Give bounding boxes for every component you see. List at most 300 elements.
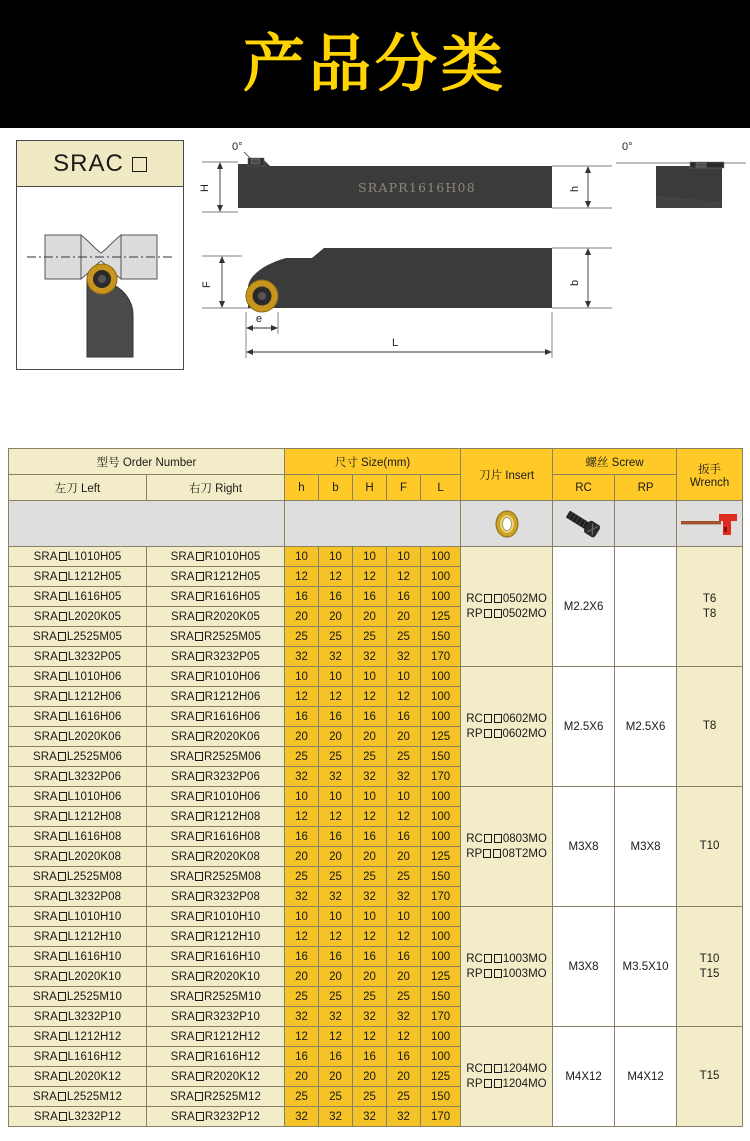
- placeholder-square-icon: [59, 712, 67, 721]
- placeholder-square-icon: [59, 972, 67, 981]
- cell-size-h: 12: [285, 807, 319, 827]
- cell-order-left: SRA L3232P08: [9, 887, 147, 907]
- cell-size-h: 10: [285, 547, 319, 567]
- cell-order-right: SRA R1010H06: [147, 787, 285, 807]
- cell-size-L: 125: [421, 847, 461, 867]
- cell-size-h: 25: [285, 627, 319, 647]
- cell-size-h: 25: [285, 867, 319, 887]
- cell-size-F: 32: [387, 767, 421, 787]
- cell-order-right: SRA R1616H10: [147, 947, 285, 967]
- cell-size-H: 12: [353, 927, 387, 947]
- header-insert: 刀片 Insert: [461, 449, 553, 501]
- cell-insert-code: RC 0803MO RP 08T2MO: [461, 787, 553, 907]
- placeholder-square-icon: [59, 552, 67, 561]
- header-size: 尺寸 Size(mm): [285, 449, 461, 475]
- cell-size-L: 150: [421, 627, 461, 647]
- cell-size-F: 20: [387, 1067, 421, 1087]
- header-screw: 螺丝 Screw: [553, 449, 677, 475]
- cell-size-h: 16: [285, 827, 319, 847]
- cell-size-H: 12: [353, 807, 387, 827]
- cell-size-b: 16: [319, 587, 353, 607]
- cell-size-h: 20: [285, 607, 319, 627]
- cell-size-F: 16: [387, 707, 421, 727]
- cell-size-H: 20: [353, 847, 387, 867]
- cell-size-b: 12: [319, 567, 353, 587]
- placeholder-square-icon: [494, 834, 502, 843]
- cell-order-left: SRA L1010H06: [9, 667, 147, 687]
- cell-size-L: 100: [421, 1027, 461, 1047]
- cell-size-F: 16: [387, 947, 421, 967]
- cell-order-right: SRA R1212H06: [147, 687, 285, 707]
- placeholder-square-icon: [195, 872, 203, 881]
- cell-order-left: SRA L2525M12: [9, 1087, 147, 1107]
- placeholder-square-icon: [195, 992, 203, 1001]
- cell-screw-rc: M2.2X6: [553, 547, 615, 667]
- table-icon-row: [9, 501, 743, 547]
- header-screw-rc: RC: [553, 475, 615, 501]
- header-order-number: 型号 Order Number: [9, 449, 285, 475]
- svg-text:F: F: [201, 281, 213, 288]
- cell-size-H: 16: [353, 707, 387, 727]
- svg-text:0°: 0°: [622, 141, 633, 153]
- cell-order-left: SRA L1010H06: [9, 787, 147, 807]
- cell-wrench: T6 T8: [677, 547, 743, 667]
- header-size-h: h: [285, 475, 319, 501]
- cell-order-left: SRA L2525M06: [9, 747, 147, 767]
- table-header-row-1: [9, 449, 743, 475]
- cell-size-h: 20: [285, 847, 319, 867]
- placeholder-square-icon: [484, 954, 492, 963]
- model-card-label: SRAC: [53, 150, 147, 178]
- header-size-F: F: [387, 475, 421, 501]
- placeholder-square-icon: [58, 632, 66, 641]
- table-row: [9, 787, 743, 807]
- placeholder-square-icon: [59, 892, 67, 901]
- cell-size-h: 10: [285, 907, 319, 927]
- cell-size-L: 100: [421, 687, 461, 707]
- cell-order-right: SRA R2020K05: [147, 607, 285, 627]
- placeholder-square-icon: [59, 652, 67, 661]
- cell-size-L: 150: [421, 1087, 461, 1107]
- torx-wrench-icon: [679, 509, 741, 539]
- cell-size-L: 100: [421, 947, 461, 967]
- placeholder-square-icon: [196, 672, 204, 681]
- placeholder-square-icon: [59, 732, 67, 741]
- cell-size-F: 10: [387, 667, 421, 687]
- cell-order-left: SRA L2020K06: [9, 727, 147, 747]
- cell-order-right: SRA R1212H10: [147, 927, 285, 947]
- cell-order-right: SRA R2020K12: [147, 1067, 285, 1087]
- cell-wrench: T8: [677, 667, 743, 787]
- placeholder-square-icon: [484, 609, 492, 618]
- cell-size-H: 16: [353, 947, 387, 967]
- cell-size-F: 20: [387, 727, 421, 747]
- cell-size-F: 32: [387, 1107, 421, 1127]
- screw-icon-cell: [553, 501, 615, 547]
- cell-size-F: 10: [387, 787, 421, 807]
- cell-order-left: SRA L2020K05: [9, 607, 147, 627]
- cell-size-F: 16: [387, 827, 421, 847]
- cell-insert-code: RC 0502MO RP 0502MO: [461, 547, 553, 667]
- cell-order-right: SRA R2020K06: [147, 727, 285, 747]
- header-wrench: 扳手 Wrench: [677, 449, 743, 501]
- placeholder-square-icon: [59, 832, 67, 841]
- header-size-b: b: [319, 475, 353, 501]
- placeholder-square-icon: [59, 792, 67, 801]
- placeholder-square-icon: [196, 792, 204, 801]
- cell-order-right: SRA R1212H08: [147, 807, 285, 827]
- placeholder-square-icon: [196, 572, 204, 581]
- placeholder-square-icon: [195, 752, 203, 761]
- cell-size-L: 125: [421, 1067, 461, 1087]
- cell-size-F: 25: [387, 627, 421, 647]
- placeholder-square-icon: [196, 772, 204, 781]
- cell-size-h: 12: [285, 687, 319, 707]
- cell-size-L: 100: [421, 907, 461, 927]
- placeholder-square-icon: [494, 729, 502, 738]
- cell-size-b: 10: [319, 907, 353, 927]
- cell-order-left: SRA L3232P05: [9, 647, 147, 667]
- placeholder-square-icon: [196, 1052, 204, 1061]
- placeholder-square-icon: [59, 1032, 67, 1041]
- cell-order-right: SRA R1616H06: [147, 707, 285, 727]
- cell-size-H: 10: [353, 547, 387, 567]
- model-card: [16, 140, 184, 370]
- cell-size-F: 16: [387, 1047, 421, 1067]
- table-row: [9, 547, 743, 567]
- table-row: [9, 907, 743, 927]
- svg-text:h: h: [569, 185, 581, 192]
- cell-order-left: SRA L1616H12: [9, 1047, 147, 1067]
- cell-order-right: SRA R2525M05: [147, 627, 285, 647]
- cell-size-F: 12: [387, 927, 421, 947]
- cell-order-left: SRA L2020K10: [9, 967, 147, 987]
- cell-order-right: SRA R2525M08: [147, 867, 285, 887]
- cell-size-L: 150: [421, 867, 461, 887]
- cell-insert-code: RC 1204MO RP 1204MO: [461, 1027, 553, 1127]
- tool-holder-side-and-top-view-icon: [190, 136, 746, 376]
- cell-size-L: 170: [421, 1107, 461, 1127]
- cell-size-b: 20: [319, 607, 353, 627]
- cell-order-left: SRA L1212H12: [9, 1027, 147, 1047]
- cell-size-L: 170: [421, 887, 461, 907]
- placeholder-square-icon: [59, 572, 67, 581]
- cell-size-F: 12: [387, 567, 421, 587]
- table-body: [9, 547, 743, 1127]
- cell-order-right: SRA R2020K10: [147, 967, 285, 987]
- placeholder-square-icon: [59, 612, 67, 621]
- cell-size-b: 32: [319, 1107, 353, 1127]
- cell-size-H: 20: [353, 967, 387, 987]
- cell-size-F: 20: [387, 607, 421, 627]
- placeholder-square-icon: [59, 952, 67, 961]
- cell-size-F: 12: [387, 807, 421, 827]
- placeholder-square-icon: [58, 752, 66, 761]
- cell-size-h: 10: [285, 667, 319, 687]
- cell-insert-code: RC 0602MO RP 0602MO: [461, 667, 553, 787]
- cell-wrench: T10: [677, 787, 743, 907]
- cell-size-H: 32: [353, 887, 387, 907]
- placeholder-square-icon: [196, 712, 204, 721]
- cell-size-b: 16: [319, 707, 353, 727]
- placeholder-square-icon: [59, 852, 67, 861]
- placeholder-square-icon: [196, 1112, 204, 1121]
- placeholder-square-icon: [196, 1012, 204, 1021]
- cell-size-H: 10: [353, 667, 387, 687]
- placeholder-square-icon: [196, 692, 204, 701]
- cell-size-b: 16: [319, 947, 353, 967]
- cell-size-F: 25: [387, 867, 421, 887]
- placeholder-square-icon: [58, 992, 66, 1001]
- cell-screw-rc: M4X12: [553, 1027, 615, 1127]
- cell-size-h: 25: [285, 1087, 319, 1107]
- cell-size-L: 125: [421, 967, 461, 987]
- cell-size-F: 12: [387, 1027, 421, 1047]
- cell-order-right: SRA R3232P10: [147, 1007, 285, 1027]
- cell-screw-rc: M2.5X6: [553, 667, 615, 787]
- wrench-icon-cell: [677, 501, 743, 547]
- cell-size-b: 32: [319, 647, 353, 667]
- cell-order-left: SRA L1212H05: [9, 567, 147, 587]
- cell-screw-rp: M3.5X10: [615, 907, 677, 1027]
- placeholder-square-icon: [196, 1072, 204, 1081]
- placeholder-square-icon: [196, 832, 204, 841]
- placeholder-square-icon: [59, 912, 67, 921]
- cell-order-right: SRA R2525M12: [147, 1087, 285, 1107]
- placeholder-square-icon: [195, 1092, 203, 1101]
- cell-size-H: 20: [353, 1067, 387, 1087]
- placeholder-square-icon: [59, 692, 67, 701]
- cell-size-H: 25: [353, 1087, 387, 1107]
- cell-size-L: 150: [421, 747, 461, 767]
- placeholder-square-icon: [195, 632, 203, 641]
- cell-size-H: 12: [353, 1027, 387, 1047]
- screw-rp-icon-cell: [615, 501, 677, 547]
- cell-size-L: 150: [421, 987, 461, 1007]
- svg-text:b: b: [569, 279, 581, 286]
- cell-wrench: T15: [677, 1027, 743, 1127]
- cell-size-H: 25: [353, 627, 387, 647]
- cell-order-right: SRA R3232P06: [147, 767, 285, 787]
- cell-order-left: SRA L3232P10: [9, 1007, 147, 1027]
- cell-size-F: 10: [387, 547, 421, 567]
- cell-order-left: SRA L1616H05: [9, 587, 147, 607]
- cell-size-F: 20: [387, 847, 421, 867]
- cell-order-left: SRA L1010H05: [9, 547, 147, 567]
- cell-size-b: 16: [319, 827, 353, 847]
- placeholder-square-icon: [196, 812, 204, 821]
- cell-order-right: SRA R1616H05: [147, 587, 285, 607]
- placeholder-square-icon: [196, 552, 204, 561]
- cell-size-h: 32: [285, 767, 319, 787]
- cell-size-h: 16: [285, 947, 319, 967]
- cell-order-left: SRA L1616H08: [9, 827, 147, 847]
- placeholder-square-icon: [59, 672, 67, 681]
- cell-size-b: 20: [319, 1067, 353, 1087]
- diagram-area: [0, 128, 750, 433]
- cell-order-right: SRA R1010H10: [147, 907, 285, 927]
- header-left: 左刀 Left: [9, 475, 147, 501]
- cell-size-b: 25: [319, 987, 353, 1007]
- cell-size-h: 32: [285, 1107, 319, 1127]
- cell-size-H: 12: [353, 687, 387, 707]
- cell-size-L: 100: [421, 567, 461, 587]
- cell-order-right: SRA R1010H06: [147, 667, 285, 687]
- header-screw-rp: RP: [615, 475, 677, 501]
- cell-size-h: 20: [285, 1067, 319, 1087]
- placeholder-square-icon: [59, 1072, 67, 1081]
- svg-text:H: H: [199, 184, 211, 192]
- cell-order-right: SRA R3232P05: [147, 647, 285, 667]
- cell-size-h: 16: [285, 707, 319, 727]
- cell-size-b: 20: [319, 847, 353, 867]
- cell-size-H: 10: [353, 907, 387, 927]
- cell-size-b: 25: [319, 747, 353, 767]
- cell-size-h: 16: [285, 1047, 319, 1067]
- cell-size-L: 100: [421, 667, 461, 687]
- placeholder-square-icon: [196, 852, 204, 861]
- placeholder-square-icon: [196, 892, 204, 901]
- placeholder-square-icon: [494, 1079, 502, 1088]
- cell-order-left: SRA L2525M10: [9, 987, 147, 1007]
- specification-table-wrapper: [8, 448, 742, 1127]
- cell-size-H: 12: [353, 567, 387, 587]
- cell-size-b: 32: [319, 1007, 353, 1027]
- placeholder-square-icon: [484, 1064, 492, 1073]
- svg-text:L: L: [392, 337, 399, 349]
- placeholder-square-icon: [484, 729, 492, 738]
- cell-size-h: 32: [285, 1007, 319, 1027]
- cell-order-left: SRA L1616H06: [9, 707, 147, 727]
- placeholder-square-icon: [59, 1112, 67, 1121]
- cell-insert-code: RC 1003MO RP 1003MO: [461, 907, 553, 1027]
- cell-size-h: 12: [285, 1027, 319, 1047]
- cell-size-L: 100: [421, 827, 461, 847]
- cell-size-b: 10: [319, 667, 353, 687]
- page-title: 产品分类: [242, 27, 507, 100]
- cell-size-H: 32: [353, 1007, 387, 1027]
- page-banner: [0, 0, 750, 128]
- placeholder-square-icon: [59, 932, 67, 941]
- cell-size-b: 16: [319, 1047, 353, 1067]
- cell-order-left: SRA L1212H08: [9, 807, 147, 827]
- cell-size-b: 25: [319, 867, 353, 887]
- placeholder-square-icon: [196, 652, 204, 661]
- cell-size-b: 32: [319, 887, 353, 907]
- cell-size-h: 32: [285, 887, 319, 907]
- placeholder-square-icon: [196, 732, 204, 741]
- placeholder-square-icon: [484, 1079, 492, 1088]
- cell-size-h: 25: [285, 987, 319, 1007]
- cell-size-L: 100: [421, 1047, 461, 1067]
- specification-table: [8, 448, 743, 1127]
- cell-size-L: 100: [421, 707, 461, 727]
- cell-size-h: 32: [285, 647, 319, 667]
- cell-size-F: 20: [387, 967, 421, 987]
- cell-order-right: SRA R1212H12: [147, 1027, 285, 1047]
- cell-size-b: 12: [319, 927, 353, 947]
- cell-size-b: 12: [319, 1027, 353, 1047]
- placeholder-square-icon: [493, 849, 501, 858]
- placeholder-square-icon: [494, 969, 502, 978]
- placeholder-square-icon: [196, 1032, 204, 1041]
- cell-order-left: SRA L1616H10: [9, 947, 147, 967]
- cell-size-F: 25: [387, 987, 421, 1007]
- cell-size-h: 20: [285, 727, 319, 747]
- placeholder-square-icon: [484, 594, 492, 603]
- cell-screw-rp: [615, 547, 677, 667]
- cell-size-b: 20: [319, 967, 353, 987]
- cell-size-L: 170: [421, 1007, 461, 1027]
- part-marking-text: SRAPR1616H08: [358, 180, 476, 195]
- insert-icon-cell: [461, 501, 553, 547]
- placeholder-square-icon: [59, 592, 67, 601]
- placeholder-square-icon: [196, 592, 204, 601]
- cell-size-h: 25: [285, 747, 319, 767]
- model-card-body: [17, 187, 183, 369]
- cell-size-b: 12: [319, 807, 353, 827]
- cell-size-L: 170: [421, 647, 461, 667]
- header-right: 右刀 Right: [147, 475, 285, 501]
- placeholder-square-icon: [484, 714, 492, 723]
- placeholder-square-icon: [59, 1052, 67, 1061]
- cell-size-h: 12: [285, 567, 319, 587]
- round-insert-icon: [491, 508, 523, 540]
- cell-size-H: 20: [353, 727, 387, 747]
- placeholder-square-icon: [494, 714, 502, 723]
- cell-size-H: 16: [353, 827, 387, 847]
- cell-screw-rp: M4X12: [615, 1027, 677, 1127]
- cell-order-right: SRA R1616H08: [147, 827, 285, 847]
- technical-drawing: [190, 136, 746, 376]
- cell-order-right: SRA R2020K08: [147, 847, 285, 867]
- placeholder-square-icon: [196, 912, 204, 921]
- table-row: [9, 667, 743, 687]
- cell-order-right: SRA R1010H05: [147, 547, 285, 567]
- cell-size-H: 16: [353, 1047, 387, 1067]
- placeholder-square-icon: [59, 812, 67, 821]
- cell-order-right: SRA R2525M10: [147, 987, 285, 1007]
- cell-order-left: SRA L2525M05: [9, 627, 147, 647]
- cell-screw-rc: M3X8: [553, 907, 615, 1027]
- placeholder-square-icon: [494, 1064, 502, 1073]
- cell-order-right: SRA R3232P12: [147, 1107, 285, 1127]
- cell-size-F: 25: [387, 747, 421, 767]
- placeholder-square-icon: [132, 157, 147, 172]
- cell-wrench: T10 T15: [677, 907, 743, 1027]
- cell-size-L: 100: [421, 807, 461, 827]
- cell-size-F: 10: [387, 907, 421, 927]
- cell-size-L: 125: [421, 607, 461, 627]
- cell-size-b: 25: [319, 1087, 353, 1107]
- cell-size-b: 32: [319, 767, 353, 787]
- cell-size-h: 16: [285, 587, 319, 607]
- table-row: [9, 1027, 743, 1047]
- placeholder-square-icon: [494, 954, 502, 963]
- cell-size-H: 25: [353, 747, 387, 767]
- cell-size-F: 16: [387, 587, 421, 607]
- cell-size-H: 32: [353, 767, 387, 787]
- placeholder-square-icon: [58, 872, 66, 881]
- cell-order-right: SRA R1212H05: [147, 567, 285, 587]
- cell-size-H: 25: [353, 987, 387, 1007]
- cell-order-left: SRA L2525M08: [9, 867, 147, 887]
- cell-size-L: 125: [421, 727, 461, 747]
- cell-size-H: 32: [353, 647, 387, 667]
- svg-text:0°: 0°: [232, 141, 243, 153]
- table-header-row-2: [9, 475, 743, 501]
- cell-size-F: 32: [387, 887, 421, 907]
